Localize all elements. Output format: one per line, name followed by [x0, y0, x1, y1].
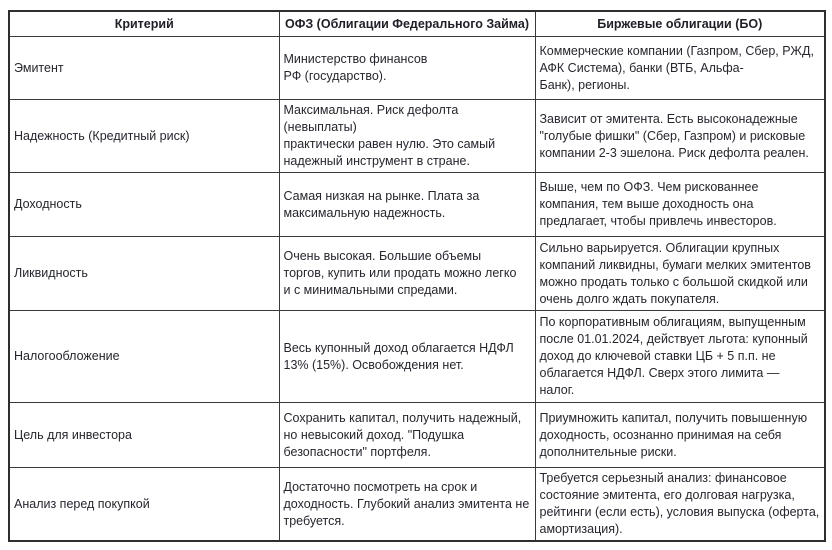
- table-row: [9, 468, 825, 542]
- cell-bo: Зависит от эмитента. Есть высоконадежные "голубые фишки" (Сбер, Газпром) и рисковые компании 2-3 эшелона. Риск дефолта реален.: [535, 100, 825, 173]
- cell-bo: Выше, чем по ОФЗ. Чем рискованнее компания, тем выше доходность она предлагает, чтобы привлечь инвесторов.: [535, 173, 825, 237]
- cell-criterion: Налогообложение: [9, 311, 279, 403]
- table-header: [9, 11, 825, 37]
- cell-bo: По корпоративным облигациям, выпущенным после 01.01.2024, действует льгота: купонный доход до ключевой ставки ЦБ + 5 п.п. не облагается НДФЛ. Сверх этого лимита — налог.: [535, 311, 825, 403]
- header-ofz: ОФЗ (Облигации Федерального Займа): [279, 11, 535, 37]
- table-row: [9, 173, 825, 237]
- cell-criterion: Эмитент: [9, 37, 279, 100]
- table-row: [9, 237, 825, 311]
- cell-criterion: Доходность: [9, 173, 279, 237]
- cell-ofz: Самая низкая на рынке. Плата за максимальную надежность.: [279, 173, 535, 237]
- cell-criterion: Ликвидность: [9, 237, 279, 311]
- cell-criterion: Цель для инвестора: [9, 403, 279, 468]
- table-row: [9, 311, 825, 403]
- cell-ofz: Министерство финансов РФ (государство).: [279, 37, 535, 100]
- table-row: [9, 37, 825, 100]
- cell-criterion: Анализ перед покупкой: [9, 468, 279, 542]
- cell-bo: Коммерческие компании (Газпром, Сбер, РЖД, АФК Система), банки (ВТБ, Альфа- Банк), регионы.: [535, 37, 825, 100]
- cell-ofz: Максимальная. Риск дефолта (невыплаты) практически равен нулю. Это самый надежный инструмент в стране.: [279, 100, 535, 173]
- header-row: [9, 11, 825, 37]
- cell-ofz: Достаточно посмотреть на срок и доходность. Глубокий анализ эмитента не требуется.: [279, 468, 535, 542]
- cell-criterion: Надежность (Кредитный риск): [9, 100, 279, 173]
- cell-ofz: Сохранить капитал, получить надежный, но невысокий доход. "Подушка безопасности" портфеля.: [279, 403, 535, 468]
- table-row: [9, 100, 825, 173]
- cell-bo: Требуется серьезный анализ: финансовое состояние эмитента, его долговая нагрузка, рейтинги (если есть), условия выпуска (оферта, амортизация).: [535, 468, 825, 542]
- table-row: [9, 403, 825, 468]
- cell-ofz: Очень высокая. Большие объемы торгов, купить или продать можно легко и с минимальными спредами.: [279, 237, 535, 311]
- cell-ofz: Весь купонный доход облагается НДФЛ 13% (15%). Освобождения нет.: [279, 311, 535, 403]
- comparison-table: [8, 10, 826, 542]
- cell-bo: Сильно варьируется. Облигации крупных компаний ликвидны, бумаги мелких эмитентов можно продать только с большой скидкой или очень долго ждать покупателя.: [535, 237, 825, 311]
- cell-bo: Приумножить капитал, получить повышенную доходность, осознанно принимая на себя дополнительные риски.: [535, 403, 825, 468]
- header-bo: Биржевые облигации (БО): [535, 11, 825, 37]
- table-body: [9, 37, 825, 542]
- header-criterion: Критерий: [9, 11, 279, 37]
